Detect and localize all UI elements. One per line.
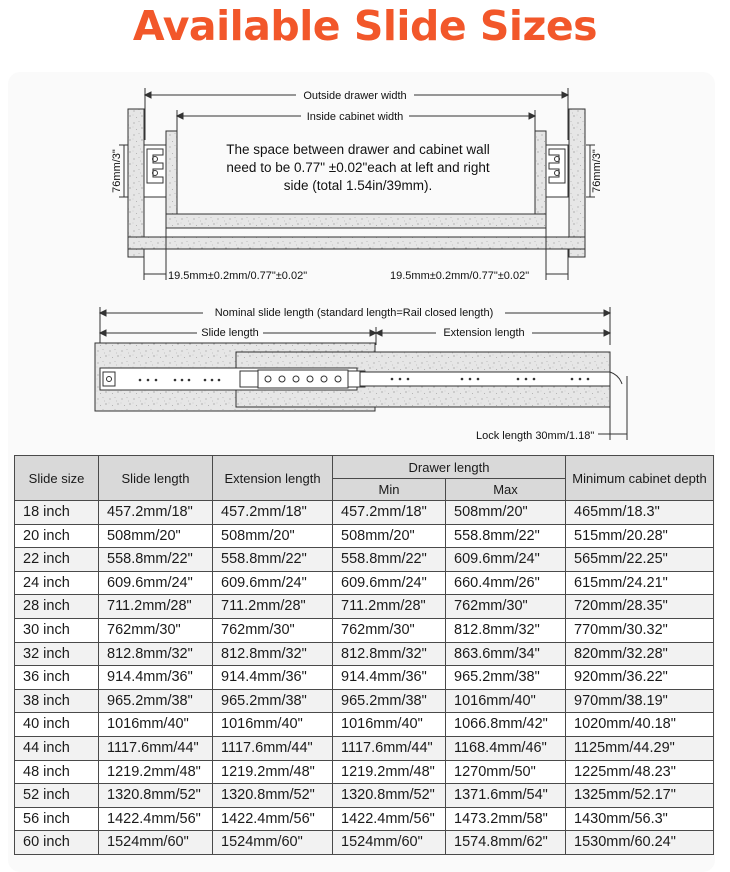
cell-slide-size: 32 inch (15, 642, 99, 666)
cell-drawer-length-min: 812.8mm/32" (333, 642, 446, 666)
cell-slide-length: 558.8mm/22" (99, 548, 213, 572)
cell-slide-size: 60 inch (15, 831, 99, 855)
gap-label-left: 19.5mm±0.2mm/0.77"±0.02" (168, 270, 308, 282)
cell-slide-length: 1422.4mm/56" (99, 807, 213, 831)
cell-drawer-length-max: 1016mm/40" (446, 689, 566, 713)
cell-slide-size: 38 inch (15, 689, 99, 713)
cell-extension-length: 914.4mm/36" (213, 666, 333, 690)
cell-slide-length: 711.2mm/28" (99, 595, 213, 619)
cell-slide-size: 56 inch (15, 807, 99, 831)
cell-drawer-length-min: 508mm/20" (333, 524, 446, 548)
cell-drawer-length-max: 1473.2mm/58" (446, 807, 566, 831)
cell-extension-length: 1117.6mm/44" (213, 736, 333, 760)
cell-drawer-length-max: 812.8mm/32" (446, 618, 566, 642)
cell-min-cabinet-depth: 1430mm/56.3" (566, 807, 714, 831)
gap-note-line-1: The space between drawer and cabinet wall (226, 142, 490, 157)
cell-drawer-length-min: 457.2mm/18" (333, 501, 446, 525)
header-min-cabinet-depth: Minimum cabinet depth (566, 456, 714, 501)
cell-extension-length: 762mm/30" (213, 618, 333, 642)
cell-slide-length: 965.2mm/38" (99, 689, 213, 713)
extension-length-label: Extension length (443, 327, 525, 339)
cell-slide-size: 30 inch (15, 618, 99, 642)
cell-slide-length: 762mm/30" (99, 618, 213, 642)
cell-extension-length: 457.2mm/18" (213, 501, 333, 525)
cell-drawer-length-max: 609.6mm/24" (446, 548, 566, 572)
cell-slide-size: 40 inch (15, 713, 99, 737)
cell-drawer-length-max: 508mm/20" (446, 501, 566, 525)
cell-extension-length: 558.8mm/22" (213, 548, 333, 572)
cell-drawer-length-min: 609.6mm/24" (333, 571, 446, 595)
outside-width-label: Outside drawer width (303, 90, 407, 102)
cell-drawer-length-min: 1422.4mm/56" (333, 807, 446, 831)
cell-drawer-length-max: 1574.8mm/62" (446, 831, 566, 855)
cell-extension-length: 1524mm/60" (213, 831, 333, 855)
cell-extension-length: 609.6mm/24" (213, 571, 333, 595)
header-drawer-min: Min (333, 479, 446, 501)
table-row (15, 784, 714, 808)
table-row (15, 618, 714, 642)
cell-drawer-length-max: 965.2mm/38" (446, 666, 566, 690)
cell-min-cabinet-depth: 770mm/30.32" (566, 618, 714, 642)
cell-min-cabinet-depth: 1325mm/52.17" (566, 784, 714, 808)
cell-slide-size: 20 inch (15, 524, 99, 548)
cell-min-cabinet-depth: 1020mm/40.18" (566, 713, 714, 737)
cell-drawer-length-max: 863.6mm/34" (446, 642, 566, 666)
cell-min-cabinet-depth: 615mm/24.21" (566, 571, 714, 595)
header-extension-length: Extension length (213, 456, 333, 501)
cell-drawer-length-min: 711.2mm/28" (333, 595, 446, 619)
cell-drawer-length-min: 1320.8mm/52" (333, 784, 446, 808)
cell-drawer-length-min: 1016mm/40" (333, 713, 446, 737)
cell-min-cabinet-depth: 515mm/20.28" (566, 524, 714, 548)
side-view (95, 307, 627, 440)
table-row (15, 807, 714, 831)
nominal-length-label: Nominal slide length (standard length=Rail closed length) (214, 307, 494, 319)
slide-length-label: Slide length (201, 327, 259, 339)
height-label-right: 76mm/3" (591, 149, 603, 193)
cell-slide-length: 1524mm/60" (99, 831, 213, 855)
table-row (15, 642, 714, 666)
cell-min-cabinet-depth: 1225mm/48.23" (566, 760, 714, 784)
table-row (15, 713, 714, 737)
cell-extension-length: 812.8mm/32" (213, 642, 333, 666)
cell-min-cabinet-depth: 565mm/22.25" (566, 548, 714, 572)
table-row (15, 831, 714, 855)
cell-slide-size: 52 inch (15, 784, 99, 808)
cell-slide-length: 609.6mm/24" (99, 571, 213, 595)
table-row (15, 571, 714, 595)
table-row (15, 501, 714, 525)
cell-drawer-length-max: 762mm/30" (446, 595, 566, 619)
cell-drawer-length-max: 1371.6mm/54" (446, 784, 566, 808)
page-title: Available Slide Sizes (132, 2, 598, 50)
cell-slide-length: 914.4mm/36" (99, 666, 213, 690)
cell-min-cabinet-depth: 720mm/28.35" (566, 595, 714, 619)
table-body (15, 501, 714, 855)
cell-extension-length: 965.2mm/38" (213, 689, 333, 713)
cell-min-cabinet-depth: 1125mm/44.29" (566, 736, 714, 760)
table-row (15, 760, 714, 784)
cell-slide-size: 24 inch (15, 571, 99, 595)
header-slide-size: Slide size (15, 456, 99, 501)
cell-slide-length: 457.2mm/18" (99, 501, 213, 525)
cell-extension-length: 1219.2mm/48" (213, 760, 333, 784)
cell-slide-length: 1016mm/40" (99, 713, 213, 737)
slide-size-table (14, 455, 714, 855)
cell-drawer-length-max: 1066.8mm/42" (446, 713, 566, 737)
cell-min-cabinet-depth: 465mm/18.3" (566, 501, 714, 525)
header-slide-length: Slide length (99, 456, 213, 501)
height-label-left: 76mm/3" (111, 149, 123, 193)
cell-drawer-length-min: 558.8mm/22" (333, 548, 446, 572)
cell-extension-length: 1422.4mm/56" (213, 807, 333, 831)
cell-slide-length: 1117.6mm/44" (99, 736, 213, 760)
cell-min-cabinet-depth: 970mm/38.19" (566, 689, 714, 713)
cell-drawer-length-max: 558.8mm/22" (446, 524, 566, 548)
cell-slide-length: 508mm/20" (99, 524, 213, 548)
cell-drawer-length-max: 660.4mm/26" (446, 571, 566, 595)
cell-drawer-length-min: 965.2mm/38" (333, 689, 446, 713)
lock-length-label: Lock length 30mm/1.18" (476, 430, 595, 442)
header-drawer-length: Drawer length (333, 456, 566, 479)
inside-width-label: Inside cabinet width (306, 111, 404, 123)
header-drawer-max: Max (446, 479, 566, 501)
gap-label-right: 19.5mm±0.2mm/0.77"±0.02" (390, 270, 530, 282)
cell-drawer-length-min: 1117.6mm/44" (333, 736, 446, 760)
table-row (15, 689, 714, 713)
table-row (15, 548, 714, 572)
cell-slide-length: 1320.8mm/52" (99, 784, 213, 808)
cell-min-cabinet-depth: 1530mm/60.24" (566, 831, 714, 855)
cell-extension-length: 1320.8mm/52" (213, 784, 333, 808)
cell-slide-length: 1219.2mm/48" (99, 760, 213, 784)
table-row (15, 595, 714, 619)
table-row (15, 524, 714, 548)
table-row (15, 736, 714, 760)
cell-min-cabinet-depth: 920mm/36.22" (566, 666, 714, 690)
cell-drawer-length-min: 914.4mm/36" (333, 666, 446, 690)
cell-slide-length: 812.8mm/32" (99, 642, 213, 666)
cell-drawer-length-max: 1270mm/50" (446, 760, 566, 784)
cell-drawer-length-min: 1524mm/60" (333, 831, 446, 855)
cell-drawer-length-min: 1219.2mm/48" (333, 760, 446, 784)
cell-drawer-length-min: 762mm/30" (333, 618, 446, 642)
cell-min-cabinet-depth: 820mm/32.28" (566, 642, 714, 666)
cell-extension-length: 508mm/20" (213, 524, 333, 548)
cell-slide-size: 48 inch (15, 760, 99, 784)
gap-note-line-2: need to be 0.77" ±0.02"each at left and right (226, 160, 490, 175)
table-row (15, 666, 714, 690)
cell-slide-size: 44 inch (15, 736, 99, 760)
cell-extension-length: 711.2mm/28" (213, 595, 333, 619)
cell-slide-size: 28 inch (15, 595, 99, 619)
gap-note-line-3: side (total 1.54in/39mm). (283, 178, 433, 193)
cell-slide-size: 36 inch (15, 666, 99, 690)
cell-slide-size: 18 inch (15, 501, 99, 525)
cell-slide-size: 22 inch (15, 548, 99, 572)
cell-drawer-length-max: 1168.4mm/46" (446, 736, 566, 760)
cell-extension-length: 1016mm/40" (213, 713, 333, 737)
